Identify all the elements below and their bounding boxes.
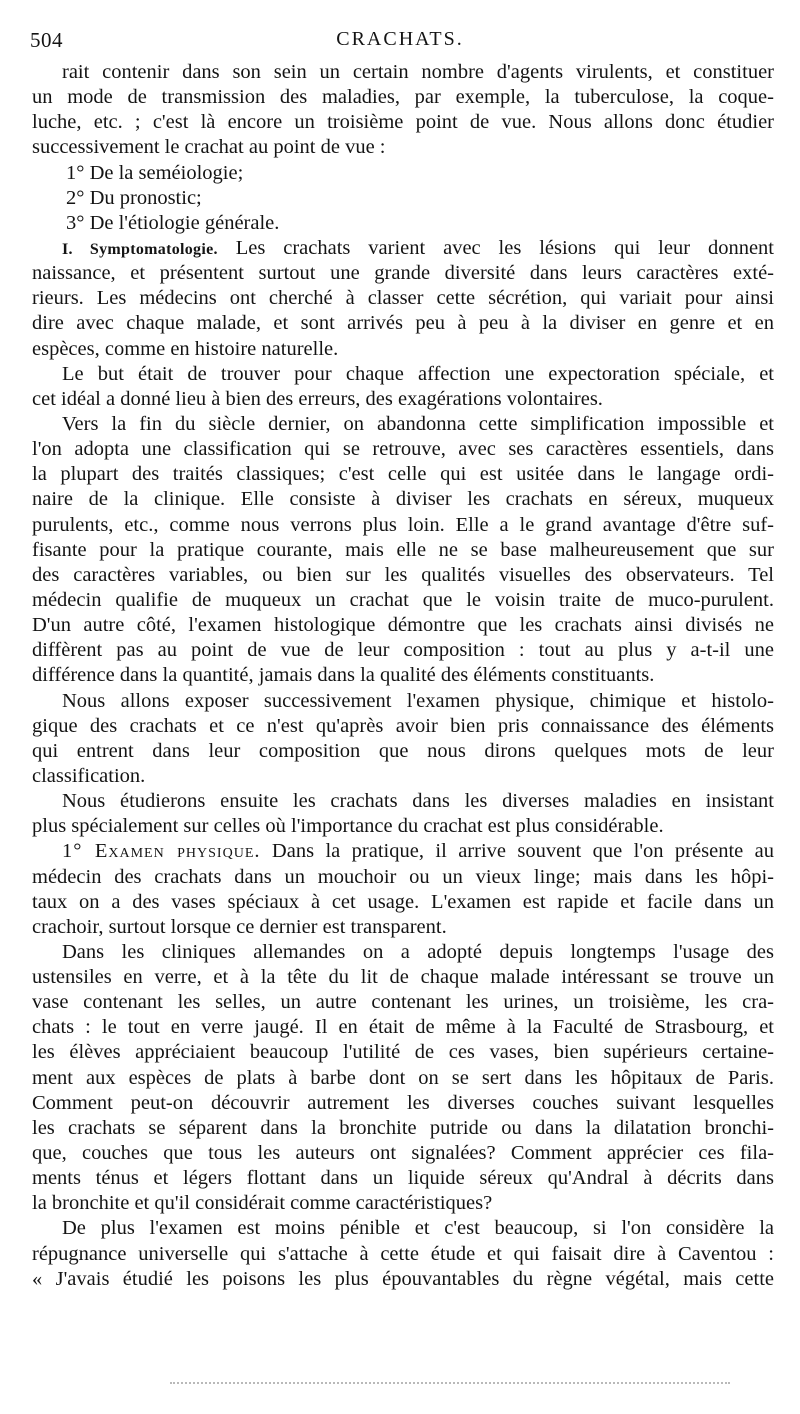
text-line: Comment peut-on découvrir autrement les diverses couches suivant lesquelles [32, 1091, 774, 1114]
text-line: taux on a des vases spéciaux à cet usage. L'examen est rapide et facile dans un [32, 890, 774, 913]
text-line: différence dans la quantité, jamais dans la qualité des éléments constituants. [32, 664, 655, 687]
text-line: vase contenant les selles, un autre contenant les urines, un troisième, les cra- [32, 991, 774, 1014]
text-line: des caractères variables, ou bien sur les qualités visuelles des observateurs. Tel [32, 563, 774, 586]
text-line: rait contenir dans son sein un certain nombre d'agents virulents, et constituer [62, 61, 774, 83]
text-line: ments ténus et légers flottant dans un liquide séreux qu'Andral à décrits dans [32, 1167, 774, 1190]
text-line: médecin des crachats dans un mouchoir ou un vieux linge; mais dans les hôpi- [32, 865, 774, 888]
paragraph [32, 689, 774, 790]
text-line: que, couches que tous les auteurs ont signalées? Comment apprécier ces fila- [32, 1142, 774, 1165]
text-line: dire avec chaque malade, et sont arrivés peu à peu à la diviser en genre et en [32, 312, 774, 335]
page-number: 504 [30, 28, 63, 52]
text-line: 2° Du pronostic; [66, 186, 202, 209]
paragraph [32, 161, 774, 186]
text-line: répugnance universelle qui s'attache à cette étude et qui faisait dire à Caventou : [32, 1242, 774, 1265]
text-line [32, 236, 774, 261]
text-line: « J'avais étudié les poisons les plus épouvantables du règne végétal, mais cette [32, 1267, 774, 1290]
text-line: plus spécialement sur celles où l'importance du crachat est plus considérable. [32, 815, 664, 838]
text-line: diffèrent pas au point de vue de leur composition : tout au plus y a-t-il une [32, 639, 774, 662]
text-line: chats : le tout en verre jaugé. Il en était de même à la Faculté de Strasbourg, et [32, 1016, 774, 1039]
section-heading: I. Symptomatologie. [62, 240, 218, 258]
paragraph [32, 1216, 774, 1291]
text-line: purulents, etc., comme nous verrons plus loin. Elle a le grand avantage d'être suf- [32, 513, 774, 536]
body-text [32, 60, 774, 1292]
text-line: 3° De l'étiologie générale. [66, 211, 280, 234]
page-header [30, 22, 770, 52]
text-line: médecin qualifie de muqueux un crachat que le voisin traite de muco-purulent. [32, 588, 774, 611]
line-text: Les crachats varient avec les lésions qui leur donnent [217, 236, 774, 259]
text-line: Nous allons exposer successivement l'examen physique, chimique et histolo- [62, 689, 774, 712]
text-line: naire de la clinique. Elle consiste à diviser les crachats en séreux, muqueux [32, 488, 774, 511]
text-line: luche, etc. ; c'est là encore un troisième point de vue. Nous allons donc étudier [32, 111, 774, 134]
paragraph [32, 940, 774, 1217]
scan-artifact [170, 1382, 730, 1386]
paragraph [32, 839, 774, 940]
text-line: l'on adopta une classification qui se retrouve, avec ses caractères essentiels, dans [32, 438, 774, 461]
text-line: qui entrent dans leur composition que nous dirons quelques mots de leur [32, 739, 774, 762]
text-line: la bronchite et qu'il considérait comme caractéristiques? [32, 1192, 493, 1215]
text-line: D'un autre côté, l'examen histologique démontre que les crachats ainsi divisés ne [32, 614, 774, 637]
text-line: la plupart des traités classiques; c'est celle qui est usitée dans le langage ordi- [32, 463, 774, 486]
text-line: Vers la fin du siècle dernier, on abandonna cette simplification impossible et [62, 412, 774, 435]
text-line: naissance, et présentent surtout une grande diversité dans leurs caractères exté- [32, 262, 774, 285]
section-heading: 1° Examen physique. [62, 840, 261, 863]
text-line: un mode de transmission des maladies, par exemple, la tuberculose, la coque- [32, 86, 774, 109]
text-line: fisante pour la pratique courante, mais elle ne se base malheureusement que sur [32, 538, 774, 561]
text-line: classification. [32, 764, 146, 787]
paragraph [32, 412, 774, 689]
text-line [32, 839, 774, 864]
text-line: espèces, comme en histoire naturelle. [32, 337, 339, 360]
text-line: rieurs. Les médecins ont cherché à classer cette sécrétion, qui variait pour ainsi [32, 287, 774, 310]
paragraph [32, 60, 774, 161]
text-line: gique des crachats et ce n'est qu'après avoir bien pris connaissance des éléments [32, 714, 774, 737]
paragraph [32, 236, 774, 362]
paragraph [32, 789, 774, 839]
line-text: Dans la pratique, il arrive souvent que l'on présente au [260, 840, 775, 863]
paragraph [32, 186, 774, 211]
text-line: Dans les cliniques allemandes on a adopté depuis longtemps l'usage des [62, 940, 774, 963]
text-line: ment aux espèces de plats à barbe dont on se sert dans les hôpitaux de Paris. [32, 1066, 774, 1089]
text-line: ustensiles en verre, et à la tête du lit de chaque malade intéressant se trouve un [32, 966, 774, 989]
text-line: les élèves appréciaient beaucoup l'utilité de ces vases, bien supérieurs certaine- [32, 1041, 774, 1064]
text-line: les crachats se séparent dans la bronchite putride ou dans la dilatation bronchi- [32, 1116, 774, 1139]
text-line: successivement le crachat au point de vue : [32, 136, 386, 159]
text-line: Nous étudierons ensuite les crachats dans les diverses maladies en insistant [62, 790, 774, 813]
text-line: 1° De la seméiologie; [66, 161, 244, 184]
text-line: crachoir, surtout lorsque ce dernier est transparent. [32, 915, 447, 938]
running-title: CRACHATS. [336, 28, 464, 50]
text-line: cet idéal a donné lieu à bien des erreurs, des exagérations volontaires. [32, 387, 603, 410]
text-line: Le but était de trouver pour chaque affection une expectoration spéciale, et [62, 362, 774, 385]
text-line: De plus l'examen est moins pénible et c'est beaucoup, si l'on considère la [62, 1217, 774, 1240]
paragraph [32, 362, 774, 412]
paragraph [32, 211, 774, 236]
